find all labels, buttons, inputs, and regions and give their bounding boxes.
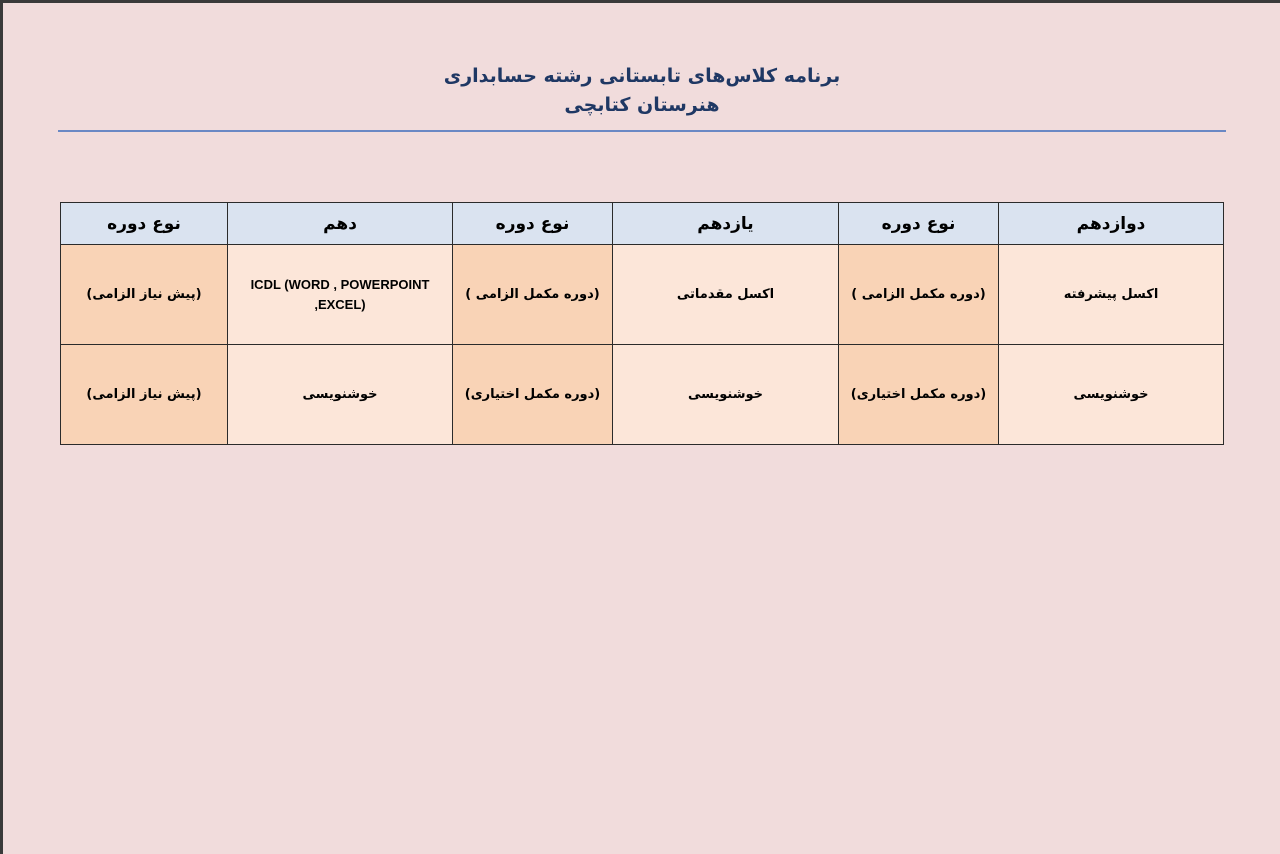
table-header-row: [61, 203, 1224, 245]
header-course-type: نوع دوره: [61, 203, 228, 245]
page-left-edge: [0, 0, 3, 854]
header-course-type: نوع دوره: [453, 203, 613, 245]
course-type-cell: (دوره مکمل اختیاری): [839, 345, 999, 445]
course-type-cell: (دوره مکمل اختیاری): [453, 345, 613, 445]
page-top-edge: [0, 0, 1280, 3]
document-subtitle: هنرستان کتابچی: [564, 94, 720, 116]
table-row: [61, 345, 1224, 445]
course-cell: خوشنویسی: [228, 345, 453, 445]
course-type-cell: (پیش نیاز الزامی): [61, 245, 228, 345]
course-type-cell: (دوره مکمل الزامی ): [839, 245, 999, 345]
course-cell: خوشنویسی: [613, 345, 839, 445]
document-title-block: [0, 62, 1280, 120]
title-divider: [58, 130, 1226, 132]
document-title: برنامه کلاس‌های تابستانی رشته حسابداری: [443, 65, 841, 87]
course-type-cell: (دوره مکمل الزامی ): [453, 245, 613, 345]
header-course-type: نوع دوره: [839, 203, 999, 245]
course-cell: اکسل مقدماتی: [613, 245, 839, 345]
table-row: [61, 245, 1224, 345]
course-cell: خوشنویسی: [999, 345, 1224, 445]
course-type-cell: (پیش نیاز الزامی): [61, 345, 228, 445]
course-cell: اکسل پیشرفته: [999, 245, 1224, 345]
header-grade-10: دهم: [228, 203, 453, 245]
header-grade-12: دوازدهم: [999, 203, 1224, 245]
header-grade-11: یازدهم: [613, 203, 839, 245]
schedule-table: [60, 202, 1224, 445]
course-cell: ICDL (WORD , POWERPOINT ,EXCEL): [228, 245, 453, 345]
